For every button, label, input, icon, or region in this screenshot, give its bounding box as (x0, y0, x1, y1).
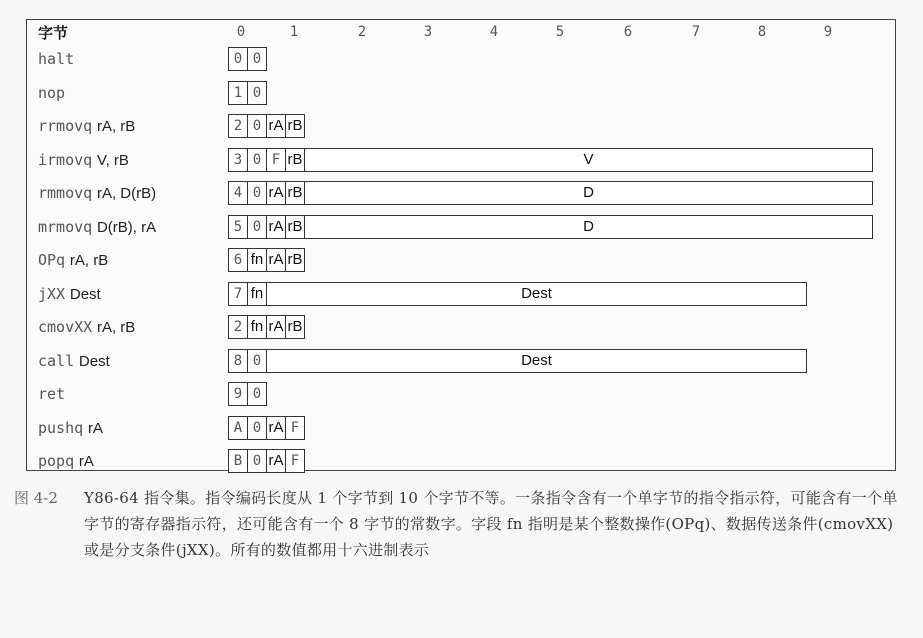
byte-cell: F (285, 449, 305, 473)
byte-cell: B (228, 449, 248, 473)
byte-cell: 0 (247, 81, 267, 105)
byte-cell: 0 (247, 382, 267, 406)
byte-cell: 2 (228, 114, 248, 138)
constant-field: Dest (266, 349, 807, 373)
instruction-name (38, 416, 103, 440)
instruction-name (38, 181, 156, 205)
byte-number: 8 (757, 24, 767, 40)
byte-cell: rB (285, 215, 305, 239)
instruction-mnemonic: call (38, 351, 75, 370)
byte-cell: 4 (228, 181, 248, 205)
byte-number: 3 (423, 24, 433, 40)
caption-number: 图 4-2 (14, 489, 58, 507)
instruction-operands: rA (87, 419, 103, 437)
instruction-operands: D(rB), rA (96, 218, 157, 236)
instruction-name (38, 282, 101, 306)
instruction-mnemonic: popq (38, 452, 75, 470)
byte-cell: 0 (247, 114, 267, 138)
instruction-name (38, 148, 129, 172)
byte-cell: fn (247, 248, 267, 272)
byte-cell: F (266, 148, 286, 172)
caption-text: Y86-64 指令集。指令编码长度从 1 个字节到 10 个字节不等。一条指令含有一个单字节的指令指示符，可能含有一个单字节的寄存器指示符，还可能含有一个 8 字节的常数字。字段 fn 指明是某个整数操作(OPq)、数据传送条件(cmovXX)或是分支条件(jXX)。所有的数值都用十六进制表示 (84, 489, 898, 559)
instruction-mnemonic: rmmovq (38, 184, 93, 202)
header-title: 字节 (38, 24, 69, 42)
instruction-operands: rA, rB (69, 252, 109, 269)
byte-cell: 2 (228, 315, 248, 339)
byte-cell: rA (266, 181, 286, 205)
byte-cell: rB (285, 248, 305, 272)
byte-cell: 0 (247, 416, 267, 440)
instruction-name (38, 315, 135, 339)
byte-cell: 1 (228, 81, 248, 105)
byte-cell: 0 (247, 47, 267, 71)
byte-cell: rB (285, 315, 305, 339)
byte-cell: rA (266, 248, 286, 272)
instruction-mnemonic: jXX (38, 284, 66, 303)
byte-cell: 0 (228, 47, 248, 71)
byte-cell: rB (285, 114, 305, 138)
byte-number: 1 (289, 24, 299, 40)
byte-number: 7 (691, 24, 701, 40)
instruction-mnemonic: nop (38, 83, 66, 102)
instruction-mnemonic: OPq (38, 251, 66, 269)
byte-cell: 0 (247, 181, 267, 205)
byte-cell: 8 (228, 349, 248, 373)
instruction-mnemonic: mrmovq (38, 217, 93, 236)
instruction-mnemonic: pushq (38, 418, 84, 437)
byte-cell: rA (266, 215, 286, 239)
byte-cell: rA (266, 315, 286, 339)
instruction-name (38, 449, 94, 473)
constant-field: D (304, 215, 873, 239)
instruction-operands: Dest (78, 352, 110, 370)
byte-cell: rB (285, 181, 305, 205)
instruction-operands: rA, D(rB) (96, 185, 157, 202)
byte-cell: 9 (228, 382, 248, 406)
byte-cell: rB (285, 148, 305, 172)
byte-cell: fn (247, 315, 267, 339)
instruction-mnemonic: cmovXX (38, 318, 93, 336)
byte-number: 4 (489, 24, 499, 40)
byte-cell: 0 (247, 215, 267, 239)
instruction-name (38, 349, 110, 373)
constant-field: D (304, 181, 873, 205)
instruction-mnemonic: rrmovq (38, 117, 93, 135)
instruction-operands: V, rB (96, 151, 129, 169)
byte-number: 9 (823, 24, 833, 40)
byte-number: 0 (236, 24, 246, 40)
instruction-operands: rA, rB (96, 319, 136, 336)
instruction-operands: Dest (69, 285, 101, 303)
byte-cell: A (228, 416, 248, 440)
instruction-mnemonic: irmovq (38, 150, 93, 169)
byte-cell: F (285, 416, 305, 440)
instruction-operands: rA (78, 453, 94, 470)
instruction-set-figure (26, 19, 896, 471)
instruction-mnemonic: halt (38, 50, 75, 68)
constant-field: V (304, 148, 873, 172)
instruction-name (38, 382, 65, 406)
byte-cell: rA (266, 416, 286, 440)
byte-cell: rA (266, 449, 286, 473)
instruction-mnemonic: ret (38, 385, 66, 403)
byte-number: 6 (623, 24, 633, 40)
byte-number: 2 (357, 24, 367, 40)
byte-cell: 7 (228, 282, 248, 306)
instruction-name (38, 215, 156, 239)
byte-cell: rA (266, 114, 286, 138)
instruction-name (38, 81, 65, 105)
byte-cell: 0 (247, 349, 267, 373)
byte-cell: 0 (247, 148, 267, 172)
byte-cell: fn (247, 282, 267, 306)
byte-number: 5 (555, 24, 565, 40)
instruction-operands: rA, rB (96, 118, 136, 135)
instruction-name (38, 248, 108, 272)
byte-cell: 0 (247, 449, 267, 473)
instruction-name (38, 114, 135, 138)
byte-cell: 3 (228, 148, 248, 172)
constant-field: Dest (266, 282, 807, 306)
instruction-name (38, 47, 74, 71)
byte-cell: 5 (228, 215, 248, 239)
byte-cell: 6 (228, 248, 248, 272)
